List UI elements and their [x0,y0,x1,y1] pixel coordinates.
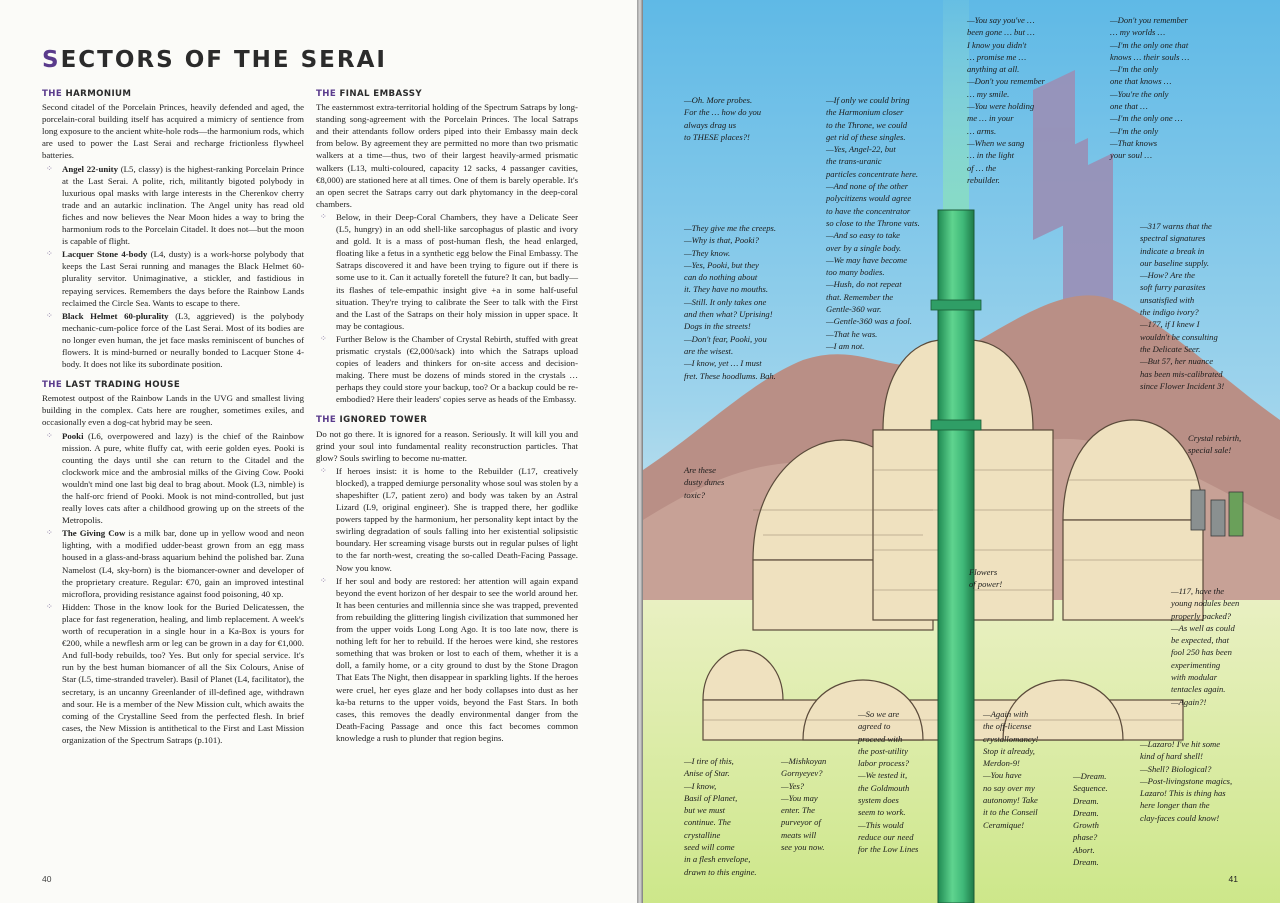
section [42,379,304,746]
left-column [42,88,304,755]
bullet-glyph-icon: ⁘ [46,601,53,611]
caption: —Dream. Sequence. Dream. Dream. Growth phase? Abort. Dream. [1073,771,1108,868]
list-item: ⁘ Angel 22-unity (L5, classy) is the highest-ranking Porcelain Prince at the Last Serai. A polite, rich, militantly bigoted polybody in luxurious opal masks with large interests in the Cherenkov cherry trade and an autarkic inclination. The Angel unity has read old fiches and now believes the Near Moon hides a way to bring the harmonium rods to the Porcelain Citadel. It does not—but the moon is capable of flight. [46,163,304,247]
left-page [0,0,637,903]
list-item: ⁘ Below, in their Deep-Coral Chambers, they have a Delicate Seer (L5, hungry) in an odd shell-like sarcophagus of plastic and ivory and gold. It is a mass of post-human flesh, the head enlarged, floating like a fetus in a synthetic egg below the Final Embassy. The Satraps discovered it and have been trying to figure out if there is some use to it. Can it actually foretell the future? It can, but badly—its flashes of tele-empathic insight give +a in some half-useful situation. They're trying to calibrate the Seer to talk with the First and the Last of the Satraps on their holy mission in upper space. It may be contagious. [320,211,578,331]
list-item: ⁘ Pooki (L6, overpowered and lazy) is the chief of the Rainbow mission. A pure, white fluffy cat, with eerie golden eyes. Pooki is counting the days until she can return to the Citadel and the clockwork mice and the ambrosial milks of the Giving Cow. Pooki wouldn't mind one last big deal to brag about. Mook (L3, nimble) is the half-orc friend of Pooki. Mook is not mind-controlled, but just really loves cats after a childhood growing up on the streets of the Metropolis. [46,430,304,526]
caption: Are these dusty dunes toxic? [684,465,725,500]
bullet-glyph-icon: ⁘ [46,310,53,320]
bullet-glyph-icon: ⁘ [46,430,53,440]
right-column [316,88,578,753]
bullet-glyph-icon: ⁘ [46,163,53,173]
caption: —Lazaro! I've hit some kind of hard shell! —Shell? Biological? —Post-livingstone magics, Lazaro! This is thing has here longer than the clay-faces could know! [1140,739,1233,823]
section-heading: THE HARMONIUM [42,89,132,99]
page-number-right: 41 [1228,874,1238,884]
list-item: ⁘ Further Below is the Chamber of Crystal Rebirth, stuffed with great prismatic crystals (€2,000/sack) into which the Satraps upload copies of leaders and thinkers for on-site access and decision-making. There must be dozens of minds stored in the crystals … perhaps they could store your backup, too? Or a backup could be re-embodied? Here their leaders' copies serve as heads of the Embassy. [320,333,578,405]
ignored-tower [938,210,974,903]
bullet-glyph-icon: ⁘ [320,333,327,343]
bullet-glyph-icon: ⁘ [320,575,327,585]
bullet-glyph-icon: ⁘ [320,465,327,475]
section [42,88,304,370]
caption: —So we are agreed to proceed with the post-utility labor process? —We tested it, the Goldmouth system does seem to work. —This would reduce our need for the Low Lines [858,709,919,855]
bullet-glyph-icon: ⁘ [46,249,53,259]
bullet-glyph-icon: ⁘ [46,528,53,538]
section-heading: THE FINAL EMBASSY [316,89,422,99]
caption: —Again with the off-license crystallomancy! Stop it already, Merdon-9! —You have no say over my autonomy! Take it to the Conseil Ceramique! [983,709,1039,830]
caption: Flowers of power! [969,567,1003,590]
page-number-left: 40 [42,874,52,884]
caption: Crystal rebirth, special sale! [1188,433,1242,456]
section-intro: Second citadel of the Porcelain Princes, heavily defended and aged, the porcelain-coral building itself has acquired a mimicry of sentience from long exposure to the ancient white-hole rods—the harmonium rods, which are used to power the Last Serai and recharge frictionless flywheel batteries. [42,102,304,161]
caption: —They give me the creeps. —Why is that, Pooki? —They know. —Yes, Pooki, but they can do nothing about it. They have no mouths. —Still. It only takes one and then what? Uprising! Dogs in the streets! —Don't fear, Pooki, you are the wisest. —I know, yet … I must fret. These hoodlums. Bah. [684,223,777,381]
section-heading: THE LAST TRADING HOUSE [42,380,181,391]
bullet-glyph-icon: ⁘ [320,211,327,221]
section-intro: Do not go there. It is ignored for a reason. Seriously. It will kill you and grind your soul into fundamental reality reconstruction particles. That glow? Souls swirling to become nu-matter. [316,428,578,463]
caption: —You say you've … been gone … but … I know you didn't … promise me … anything at all. —Don't you remember … my smile. —You were holding me … in your … arms. —When we sang … in the light of … the rebuilder. [967,15,1045,185]
list-item: ⁘ If heroes insist: it is home to the Rebuilder (L17, creatively blocked), a trapped demiurge personality whose soul was stolen by a shapeshifter (L7, patient zero) and body was taken by an Astral Lizard (L9, original engineer). She is trapped there, her godlike powers tapped by the harmonium, her personality kept intact by the swirling degradation of souls falling into her existential solipsistic boundary. Her screaming visage bursts out in regular pulses of light to the far north-west, creating the so-called Death-Facing Passage. Now you know. [320,465,578,573]
caption: —Oh. More probes. For the … how do you always drag us to THESE places?! [684,95,762,142]
caption: —317 warns that the spectral signatures indicate a break in our baseline supply. —How? Are the soft furry parasites unsatisfied with the indigo ivory? —177, if I knew I wouldn't be consulting the Delicate Seer. —But 57, her nuance has been mis-calibrated since Flower Incident 3! [1140,221,1225,391]
right-page [643,0,1280,903]
caption: —If only we could bring the Harmonium closer to the Throne, we could get rid of these singles. —Yes, Angel-22, but the trans-uranic particles concentrate here. —And none of the other polycitizens would agree to have the concentrator so close to the Throne vats. —And so easy to take over by a single body. —We may have become too many bodies. —Hush, do not repeat that. Remember the Gentle-360 war. —Gentle-360 was a fool. —That he was. —I am not. [826,95,920,351]
list-item: ⁘ Black Helmet 60-plurality (L3, aggrieved) is the polybody mechanic-cum-police force of the Last Serai. Most of its bodies are no longer even human, the jet face masks reminiscent of bunches of flowers. It is mind-burned or neurally bonded to Lacquer Stone 4-body. It does not like its subordinate position. [46,310,305,370]
list-item: ⁘ If her soul and body are restored: her attention will again expand beyond the event horizon of her despair to see the world around her. It has been centuries and millennia since she was trapped, prevented from rebuilding the glittering lingish civilization that summoned her from the upper voids Long Long Ago. It is too late now, there is nothing left for her to rebuild. If the heroes were kind, she restores something that was broken or lost to each of them, whether it is a doll, a family home, or a city ground to dust by the Stone Dragon That Eats The Night, then disappear in sparkling lights. If the heroes were cruel, her eyes glaze and her body collapses into dust as her ka-ba returns to the upper voids, beyond the Fast Stars. In both cases, this removes the deadly environmental danger from the Death-Facing Passage and once this fact becomes common knowledge a rush to plunder that region begins. [320,575,578,743]
caption: —117, have the young nodules been properly packed? —As well as could be expected, that fool 250 has been experimenting with modular tentacles again. —Again?! [1171,586,1240,707]
list-item: ⁘ The Giving Cow is a milk bar, done up in yellow wood and neon lighting, with a modified udder-beast grown from an egg mass housed in a glass-and-brass aquarium behind the polished bar. Zuna Namelost (L4, sky-born) is the biomancer-owner and developer of the proprietary creature. Regular: €70, gain an improved intestinal microflora, providing resistance against food poisoning, 40 xp. [46,528,304,599]
page-title: SECTORS OF THE SERAI [42,47,387,73]
section-intro: Remotest outpost of the Rainbow Lands in the UVG and smallest living building in the complex. Cats here are rougher, sometimes exiles, and occasionally even a dog-cat hybrid may be seen. [42,393,304,428]
caption: —Mishkoyan Gornyeyev? —Yes? —You may enter. The purveyor of meats will see you now. [781,756,827,853]
section-intro: The easternmost extra-territorial holding of the Spectrum Satraps by long-standing song-agreement with the Porcelain Princes. The local Satraps and their attendants follow orders piped into their Embassy main deck from below. By agreement they are permitted no more than two prismatic walkers at a time—thus, two of their largest heavily-armed prismatic walkers (L13, multi-coloured, capacity 12 sacks, 4 passanger cavities, €8,000) are stationed here at all times. One of them is barely operable. It's an open secret the Satraps carry out dark phytomancy in the deep-coral chambers. [316,102,578,209]
list-item: ⁘ Hidden: Those in the know look for the Buried Delicatessen, the place for fast regeneration, healing, and limb replacement. A week's worth of recuperation in a single hour in a Ka-Box is yours for €200, while a newflesh arm or leg can be grown in a day for €1,000. And full-body rebuilds, too? Yes. But only for special service. It's run by the best human biomancer of all the Six Colours, Anise of Star (L5, time-stranded traveler). Basil of Planet (L4, facilitator), the secretary, is an uncanny Greenlander of ill-defined age, withdrawn and sour. He is a member of the New Mission cult, which awaits the coming of the Crystalline Seed from the perfected flesh. In brief cases, the New Mission is antithetical to the First and Last Mission organization of the Spectrum Satraps (p.101). [46,601,304,745]
section [316,414,578,744]
caption: —Don't you remember … my worlds … —I'm the only one that knows … their souls … —I'm the only one that knows … —You're the only one that … —I'm the only one … —I'm the only —That knows your soul … [1110,15,1190,161]
section-heading: THE IGNORED TOWER [316,415,428,426]
list-item: ⁘ Lacquer Stone 4-body (L4, dusty) is a work-horse polybody that keeps the Last Serai running and manages the Black Helmet 60-plurality servitor. Unimaginative, a stickler, and fastidious in repaying services. Remembers the days before the Rainbow Lands reclaimed the Circle Sea. Wants to escape to there. [46,249,305,308]
caption: —I tire of this, Anise of Star. —I know, Basil of Planet, but we must continue. The crystalline seed will come in a flesh envelope, drawn to this engine. [684,756,757,877]
section [316,88,578,405]
